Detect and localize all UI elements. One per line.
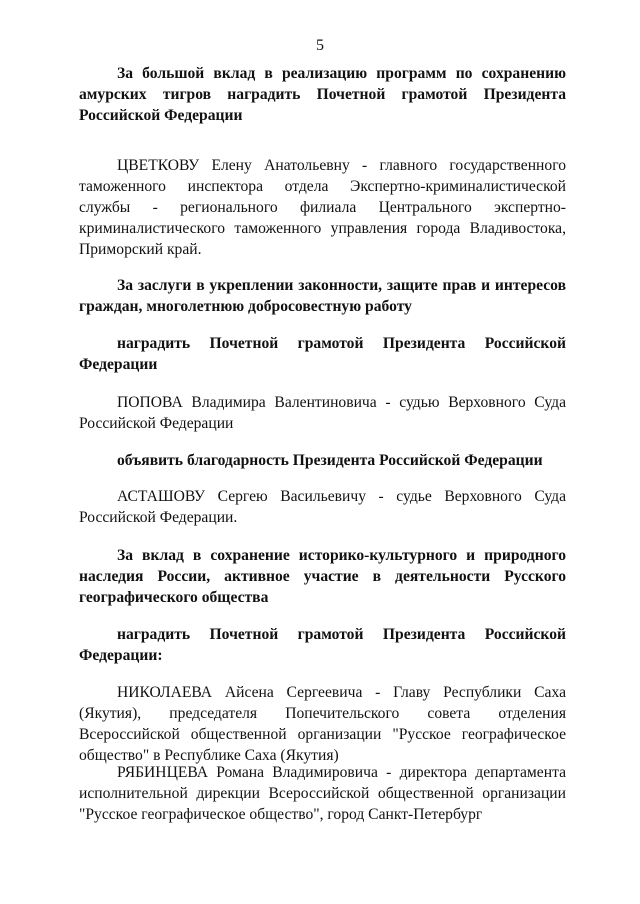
- awardee-ryabintsev: РЯБИНЦЕВА Романа Владимировича - директора департамента исполнительной дирекции Всероссийской общественной организации "Русское географическое общество", город Санкт-Петербург: [79, 764, 566, 823]
- award-type-gratitude: объявить благодарность Президента Российской Федерации: [117, 452, 543, 469]
- award-heading-legality: За заслуги в укреплении законности, защите прав и интересов граждан, многолетнюю добросовестную работу: [79, 277, 566, 315]
- award-heading-heritage: За вклад в сохранение историко-культурного и природного наследия России, активное участие в деятельности Русского географического общества: [79, 547, 566, 606]
- awardee-astashova: АСТАШОВУ Сергею Васильевичу - судье Верховного Суда Российской Федерации.: [79, 488, 566, 526]
- awardee-tsvetkova: ЦВЕТКОВУ Елену Анатольевну - главного государственного таможенного инспектора отдела Экспертно-криминалистической службы - регионального филиала Центрального экспертно-криминалистического таможенного управления города Владивостока, Приморский край.: [79, 157, 566, 258]
- award-type-gramota-2: наградить Почетной грамотой Президента Российской Федерации:: [79, 626, 566, 664]
- awardee-nikolaev: НИКОЛАЕВА Айсена Сергеевича - Главу Республики Саха (Якутия), председателя Попечительского совета отделения Всероссийской общественной организации "Русское географическое общество" в Республике Саха (Якутия): [79, 684, 566, 764]
- page-number: 5: [316, 37, 324, 54]
- awardee-popov: ПОПОВА Владимира Валентиновича - судью Верховного Суда Российской Федерации: [79, 394, 566, 432]
- award-type-gramota: наградить Почетной грамотой Президента Российской Федерации: [79, 335, 566, 373]
- award-heading-tigers: За большой вклад в реализацию программ по сохранению амурских тигров наградить Почетной грамотой Президента Российской Федерации: [79, 65, 566, 124]
